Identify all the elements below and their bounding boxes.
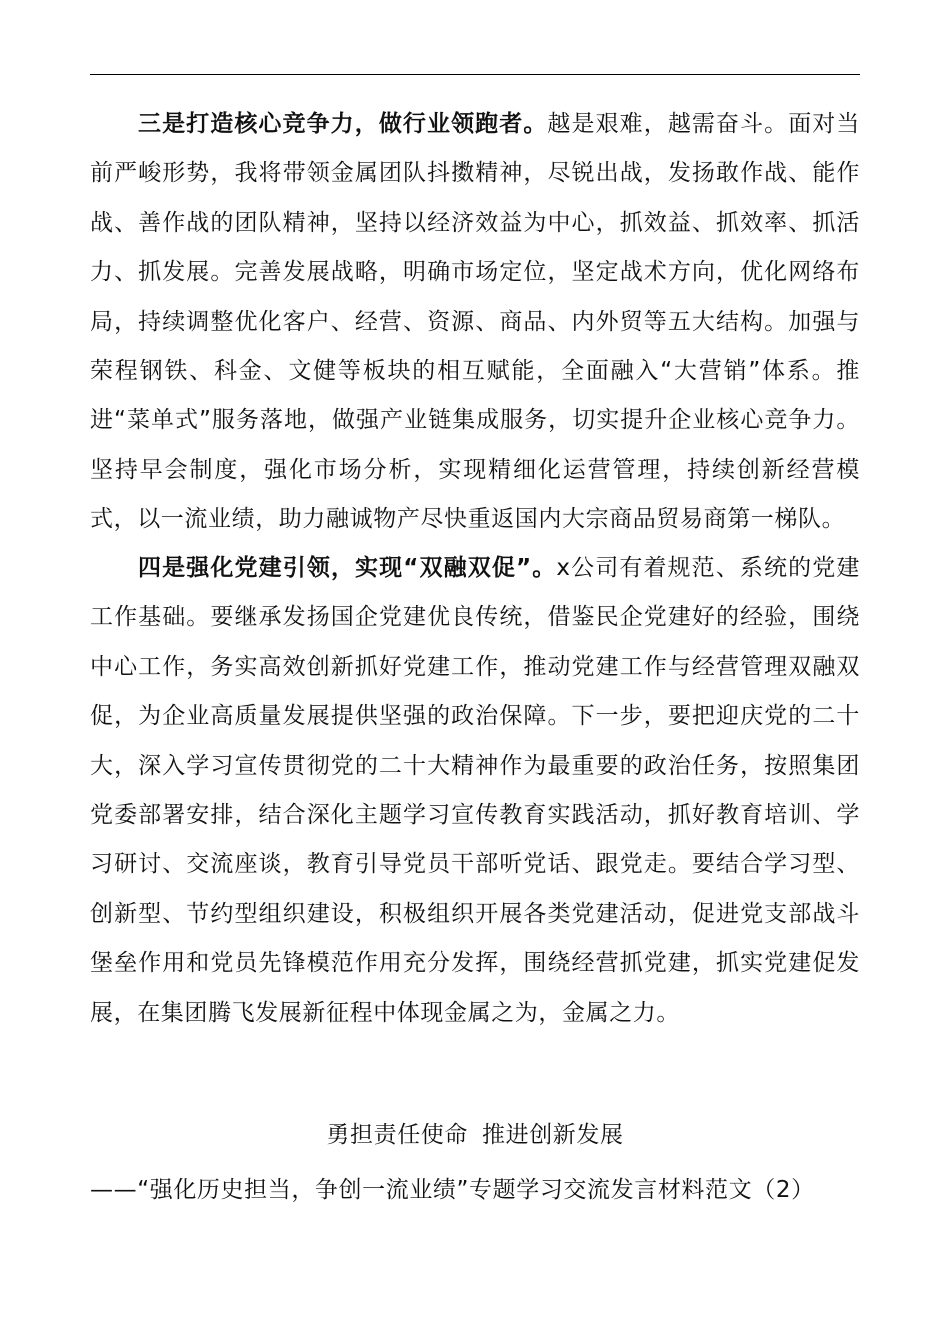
paragraph-body-1: 越是艰难，越需奋斗。面对当前严峻形势，我将带领金属团队抖擞精神，尽锐出战，发扬敢作战、能作战、善作战的团队精神，坚持以经济效益为中心，抓效益、抓效率、抓活力、抓发展。完善发展战略，明确市场定位，坚定战术方向，优化网络布局，持续调整优化客户、经营、资源、商品、内外贸等五大结构。加强与荣程钢铁、科金、文健等板块的相互赋能，全面融入“大营销”体系。推进“菜单式”服务落地，做强产业链集成服务，切实提升企业核心竞争力。坚持早会制度，强化市场分析，实现精细化运营管理，持续创新经营模式，以一流业绩，助力融诚物产尽快重返国内大宗商品贸易商第一梯队。 bbox=[90, 111, 860, 533]
paragraph-lead-2: 四是强化党建引领，实现“双融双促”。 bbox=[138, 555, 557, 581]
header-rule bbox=[90, 74, 860, 75]
paragraph-body-2: x公司有着规范、系统的党建工作基础。要继承发扬国企党建优良传统，借鉴民企党建好的经验，围绕中心工作，务实高效创新抓好党建工作，推动党建工作与经营管理双融双促，为企业高质量发展提供坚强的政治保障。下一步，要把迎庆党的二十大，深入学习宣传贯彻党的二十大精神作为最重要的政治任务，按照集团党委部署安排，结合深化主题学习宣传教育实践活动，抓好教育培训、学习研讨、交流座谈，教育引导党员干部听党话、跟党走。要结合学习型、创新型、节约型组织建设，积极组织开展各类党建活动，促进党支部战斗堡垒作用和党员先锋模范作用充分发挥，围绕经营抓党建，抓实党建促发展，在集团腾飞发展新征程中体现金属之为，金属之力。 bbox=[90, 555, 860, 1026]
next-article-title-part2: 推进创新发展 bbox=[482, 1122, 624, 1148]
body-paragraph-2 bbox=[90, 544, 860, 1038]
next-article-subtitle: ——“强化历史担当，争创一流业绩”专题学习交流发言材料范文（2） bbox=[90, 1177, 815, 1203]
body-paragraph-1 bbox=[90, 100, 860, 545]
next-article-title bbox=[0, 1116, 950, 1149]
next-article-title-part1: 勇担责任使命 bbox=[326, 1122, 468, 1148]
paragraph-lead-1: 三是打造核心竞争力，做行业领跑者。 bbox=[138, 111, 548, 137]
